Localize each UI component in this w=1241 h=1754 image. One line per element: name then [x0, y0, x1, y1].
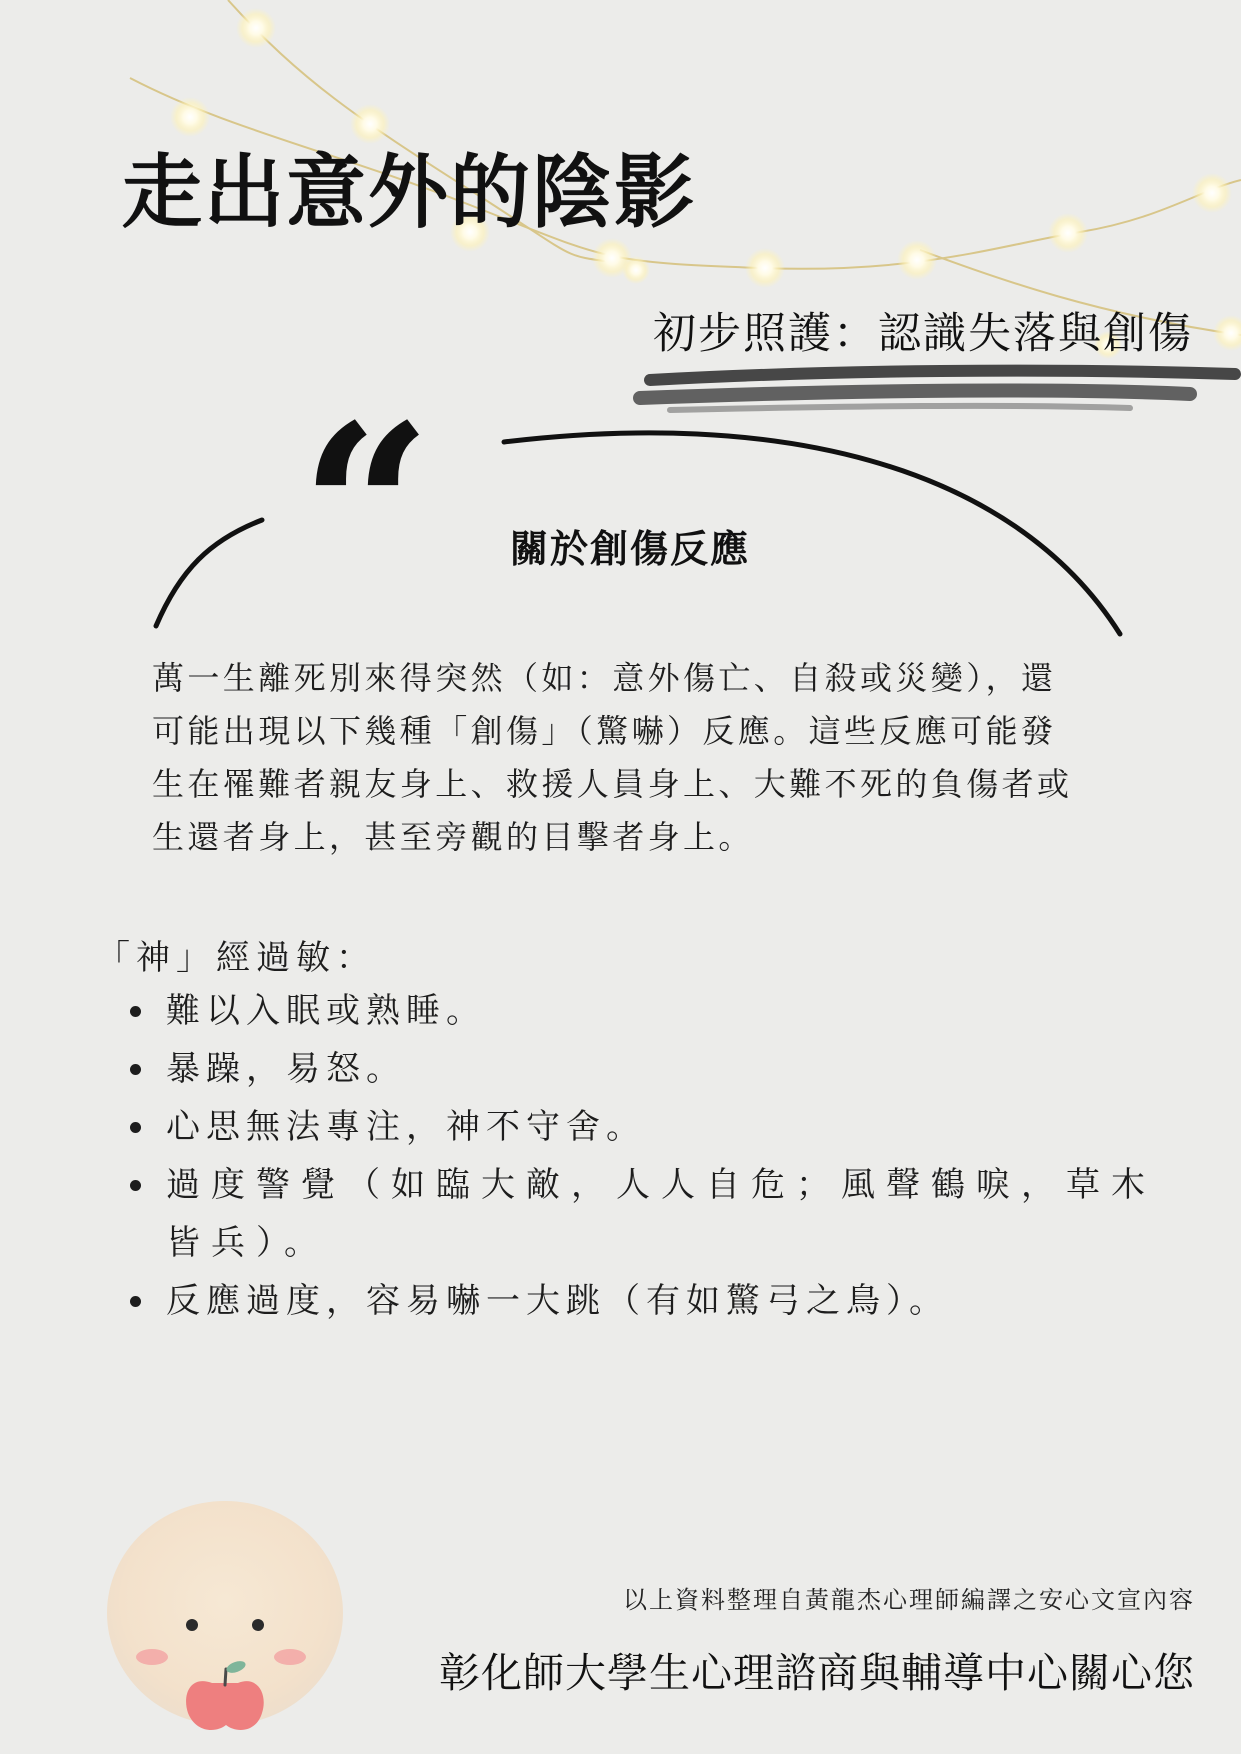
- list-item-text: 反應過度，容易嚇一大跳（有如驚弓之鳥）。: [166, 1281, 949, 1321]
- quote-heading: 關於創傷反應: [510, 527, 751, 571]
- section-heading: 「神」經過敏：: [96, 938, 376, 978]
- organization-footer: 彰化師大學生心理諮商與輔導中心關心您: [439, 1649, 1195, 1697]
- bullet-icon: [130, 1006, 141, 1017]
- list-item-text: 心思無法專注，神不守舍。: [166, 1107, 646, 1147]
- intro-line: 可能出現以下幾種「創傷」（驚嚇）反應。這些反應可能發: [152, 712, 1057, 750]
- list-item: [122, 1156, 1192, 1272]
- list-item: [122, 1040, 1192, 1098]
- source-credit: 以上資料整理自黃龍杰心理師編譯之安心文宣內容: [623, 1586, 1195, 1614]
- list-item: [122, 1272, 1192, 1330]
- page-subtitle: 初步照護：認識失落與創傷: [653, 309, 1193, 359]
- list-item-text: 暴躁，易怒。: [166, 1049, 406, 1089]
- intro-paragraph: [152, 652, 1142, 864]
- bullet-icon: [130, 1296, 141, 1307]
- bullet-icon: [130, 1180, 141, 1191]
- intro-line: 萬一生離死別來得突然（如：意外傷亡、自殺或災變），還: [152, 659, 1057, 697]
- list-item-text: 難以入眠或熟睡。: [166, 991, 486, 1031]
- list-item: [122, 1098, 1192, 1156]
- quote-mark-icon: “: [300, 375, 433, 645]
- bullet-icon: [130, 1064, 141, 1075]
- intro-line: 生還者身上，甚至旁觀的目擊者身上。: [152, 818, 754, 856]
- intro-line: 生在罹難者親友身上、救援人員身上、大難不死的負傷者或: [152, 765, 1073, 803]
- apple-face-mascot-icon: [100, 1495, 350, 1735]
- bullet-icon: [130, 1122, 141, 1133]
- brush-stroke: [630, 360, 1241, 420]
- symptom-list: [122, 982, 1192, 1330]
- list-item: [122, 982, 1192, 1040]
- list-item-text: 過度警覺（如臨大敵，人人自危；風聲鶴唳，草木皆兵）。: [166, 1165, 1156, 1263]
- page-title: 走出意外的陰影: [122, 146, 696, 239]
